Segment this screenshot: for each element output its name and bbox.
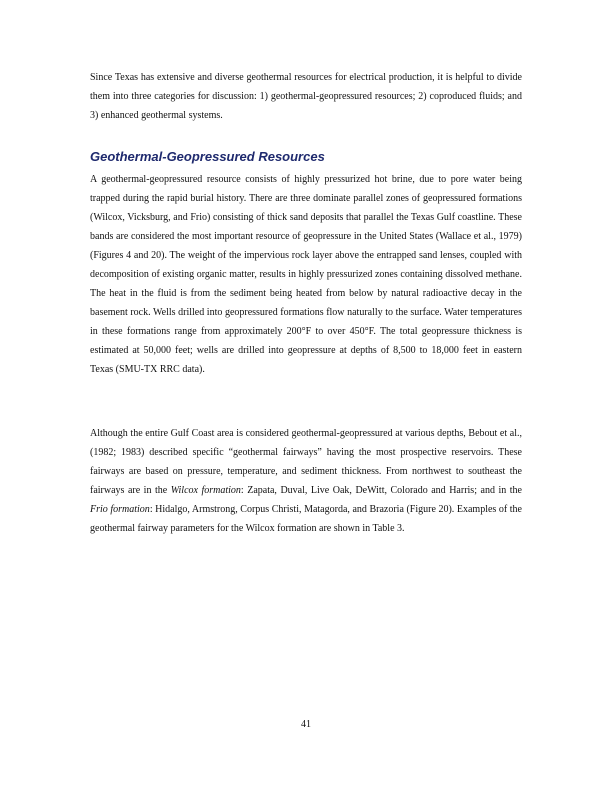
paragraph-2-text-part-2: : Zapata, Duval, Live Oak, DeWitt, Colorado and Harris; and in the [240, 485, 522, 496]
frio-formation-term: Frio formation [90, 504, 150, 515]
wilcox-formation-term: Wilcox formation [170, 485, 241, 496]
intro-paragraph: Since Texas has extensive and diverse geothermal resources for electrical production, it is helpful to divide them into three categories for discussion: 1) geothermal-geopressured resources; 2) coproduced fluids; and 3) enhanced geothermal systems. [90, 72, 522, 121]
body-paragraph-2 [90, 424, 522, 538]
body-paragraph-1: A geothermal-geopressured resource consists of highly pressurized hot brine, due to pore water being trapped during the rapid burial history. There are three dominate parallel zones of geopressured formations (Wilcox, Vicksburg, and Frio) consisting of thick sand deposits that parallel the Texas Gulf coastline. These bands are considered the most important resource of geopressure in the United States (Wallace et al., 1979) (Figures 4 and 20). The weight of the impervious rock layer above the entrapped sand lenses, coupled with decomposition of existing organic matter, results in highly pressurized zones containing dissolved methane. The heat in the fluid is from the sediment being heated from below by natural radioactive decay in the basement rock. Wells drilled into geopressured formations flow naturally to the surface. Water temperatures in these formations range from approximately 200°F to over 450°F. The total geopressure thickness is estimated at 50,000 feet; wells are drilled into geopressure at depths of 8,500 to 18,000 feet in eastern Texas (SMU-TX RRC data). [90, 174, 522, 375]
paragraph-2-text-part-3: : Hidalgo, Armstrong, Corpus Christi, Matagorda, and Brazoria (Figure 20). Examples of the geothermal fairway parameters for the Wilcox formation are shown in Table 3. [90, 504, 522, 534]
section-heading: Geothermal-Geopressured Resources [90, 149, 325, 164]
page-number: 41 [301, 719, 311, 730]
paragraph-2-text-part-1: Although the entire Gulf Coast area is considered geothermal-geopressured at various depths, Bebout et al., (1982; 1983) described specific “geothermal fairways” having the most prospective reservoirs. These fairways are based on pressure, temperature, and sediment thickness. From northwest to southeast the fairways are in the [90, 428, 522, 496]
